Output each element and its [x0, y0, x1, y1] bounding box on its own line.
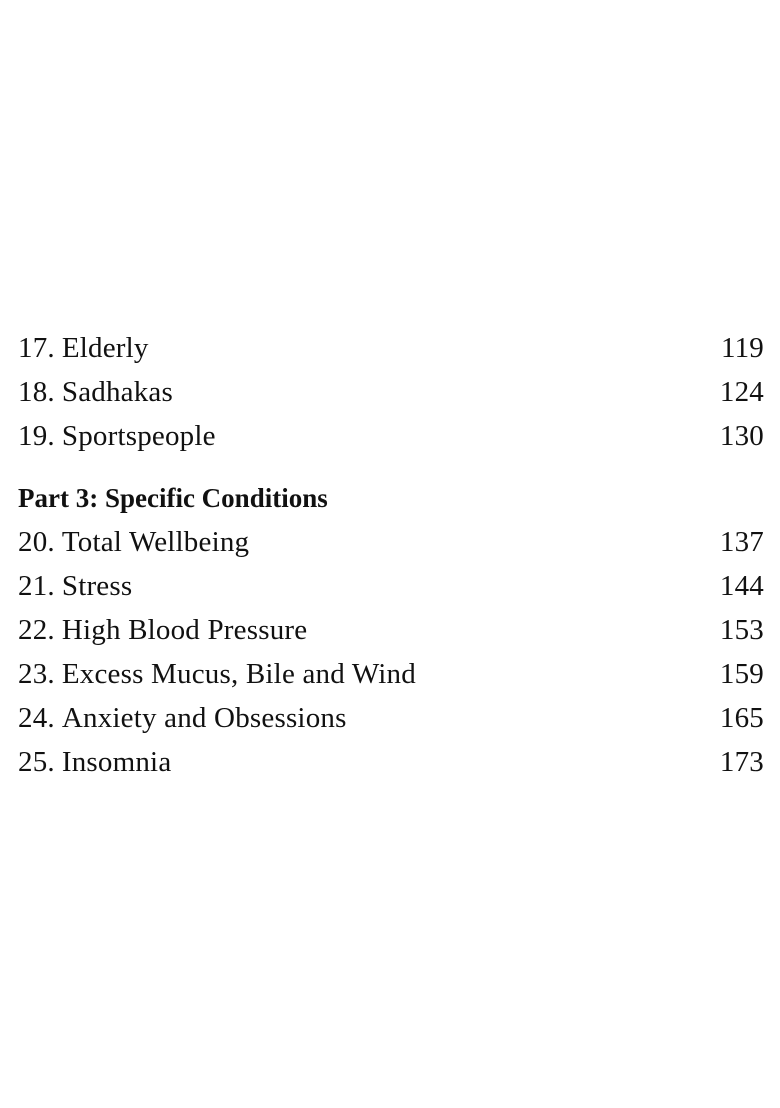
toc-entry-title: Stress: [61, 570, 133, 602]
toc-entry-page: 173: [719, 746, 764, 778]
toc-entry-label: [18, 520, 249, 564]
toc-entry-total-wellbeing: [18, 520, 764, 564]
toc-entry-label: [18, 414, 216, 458]
toc-entry-excess-mucus: [18, 652, 764, 696]
toc-entry-insomnia: [18, 740, 764, 784]
toc-entry-number: 18.: [18, 376, 55, 408]
toc-entry-number: 20.: [18, 526, 55, 558]
toc-entry-page: 165: [719, 702, 764, 734]
toc-entry-label: [18, 564, 132, 608]
toc-entry-label: [18, 652, 416, 696]
toc-entry-label: [18, 326, 149, 370]
toc-entry-label: [18, 696, 347, 740]
toc-entry-page: 144: [719, 570, 764, 602]
toc-entry-title: Sportspeople: [61, 420, 216, 452]
toc-entry-sadhakas: [18, 370, 764, 414]
toc-entry-number: 22.: [18, 614, 55, 646]
part-heading: Part 3: Specific Conditions: [18, 483, 328, 513]
toc-entry-sportspeople: [18, 414, 764, 458]
toc-entry-page: 124: [719, 376, 764, 408]
toc-entry-title: Insomnia: [61, 746, 172, 778]
toc-entry-stress: [18, 564, 764, 608]
toc-entry-high-blood-pressure: [18, 608, 764, 652]
toc-entry-page: 153: [719, 614, 764, 646]
toc-entry-number: 19.: [18, 420, 55, 452]
toc-entry-page: 137: [719, 526, 764, 558]
toc-entry-number: 23.: [18, 658, 55, 690]
toc-entry-number: 21.: [18, 570, 55, 602]
toc-entry-title: Anxiety and Obsessions: [61, 702, 347, 734]
toc-entry-page: 159: [719, 658, 764, 690]
toc-entry-page: 119: [720, 332, 764, 364]
toc-entry-title: Total Wellbeing: [61, 526, 250, 558]
toc-entry-anxiety: [18, 696, 764, 740]
toc-entry-title: High Blood Pressure: [61, 614, 308, 646]
toc-entry-label: [18, 740, 171, 784]
table-of-contents: [18, 326, 764, 784]
toc-entry-title: Sadhakas: [61, 376, 173, 408]
section-spacer: [18, 458, 764, 476]
toc-entry-label: [18, 608, 307, 652]
toc-entry-number: 17.: [18, 332, 55, 364]
toc-entry-elderly: [18, 326, 764, 370]
toc-entry-title: Elderly: [61, 332, 149, 364]
toc-entry-page: 130: [719, 420, 764, 452]
toc-entry-number: 24.: [18, 702, 55, 734]
toc-entry-number: 25.: [18, 746, 55, 778]
toc-entry-title: Excess Mucus, Bile and Wind: [61, 658, 416, 690]
toc-entry-label: [18, 370, 173, 414]
